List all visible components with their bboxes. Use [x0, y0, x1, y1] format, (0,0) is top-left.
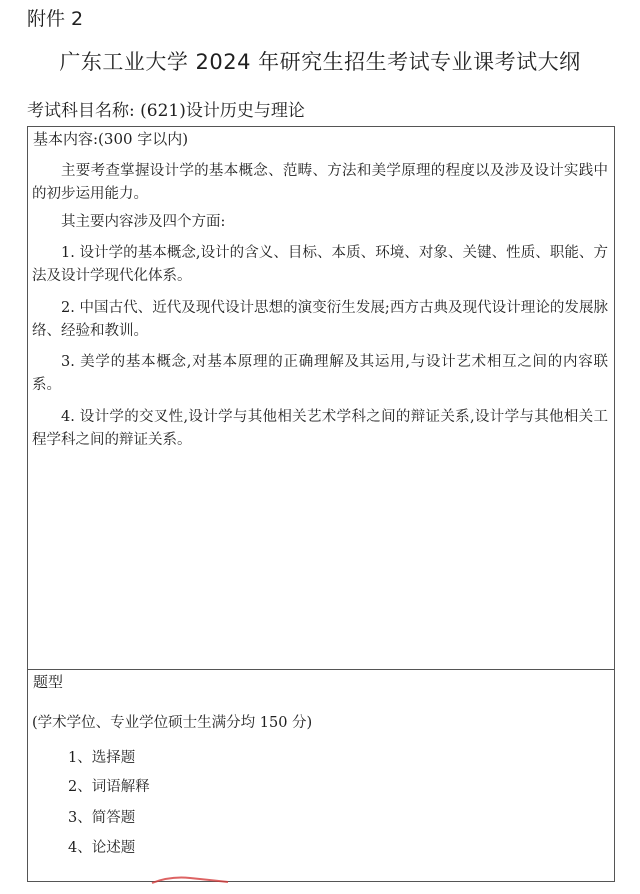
exam-subject-label: 考试科目名称: — [27, 101, 135, 121]
basic-content-section — [28, 127, 614, 670]
exam-subject — [27, 96, 305, 121]
question-type-item: 4、论述题 — [68, 840, 136, 856]
exam-subject-name: (621)设计历史与理论 — [140, 101, 305, 121]
syllabus-table — [27, 126, 615, 882]
content-paragraph: 3. 美学的基本概念,对基本原理的正确理解及其运用,与设计艺术相互之间的内容联系。 — [32, 354, 608, 393]
content-paragraph: 1. 设计学的基本概念,设计的含义、目标、本质、环境、对象、关键、性质、职能、方法及设计学现代化体系。 — [32, 245, 608, 284]
question-types-section — [28, 670, 614, 881]
content-paragraph: 主要考查掌握设计学的基本概念、范畴、方法和美学原理的程度以及涉及设计实践中的初步运用能力。 — [32, 163, 608, 202]
content-paragraph: 其主要内容涉及四个方面: — [61, 214, 226, 230]
question-type-item: 3、简答题 — [68, 810, 136, 826]
score-note: (学术学位、专业学位硕士生满分均 150 分) — [32, 715, 313, 731]
basic-content-label: 基本内容:(300 字以内) — [33, 130, 189, 148]
content-paragraph: 2. 中国古代、近代及现代设计思想的演变衍生发展;西方古典及现代设计理论的发展脉络、经验和教训。 — [32, 300, 608, 339]
question-type-item: 2、词语解释 — [68, 779, 150, 795]
attachment-label: 附件 2 — [27, 8, 84, 30]
question-types-label: 题型 — [33, 673, 64, 691]
document-title: 广东工业大学 2024 年研究生招生考试专业课考试大纲 — [59, 50, 581, 74]
seal-stamp-icon — [150, 876, 230, 884]
question-type-item: 1、选择题 — [68, 750, 136, 766]
content-paragraph: 4. 设计学的交叉性,设计学与其他相关艺术学科之间的辩证关系,设计学与其他相关工程学科之间的辩证关系。 — [32, 409, 608, 448]
